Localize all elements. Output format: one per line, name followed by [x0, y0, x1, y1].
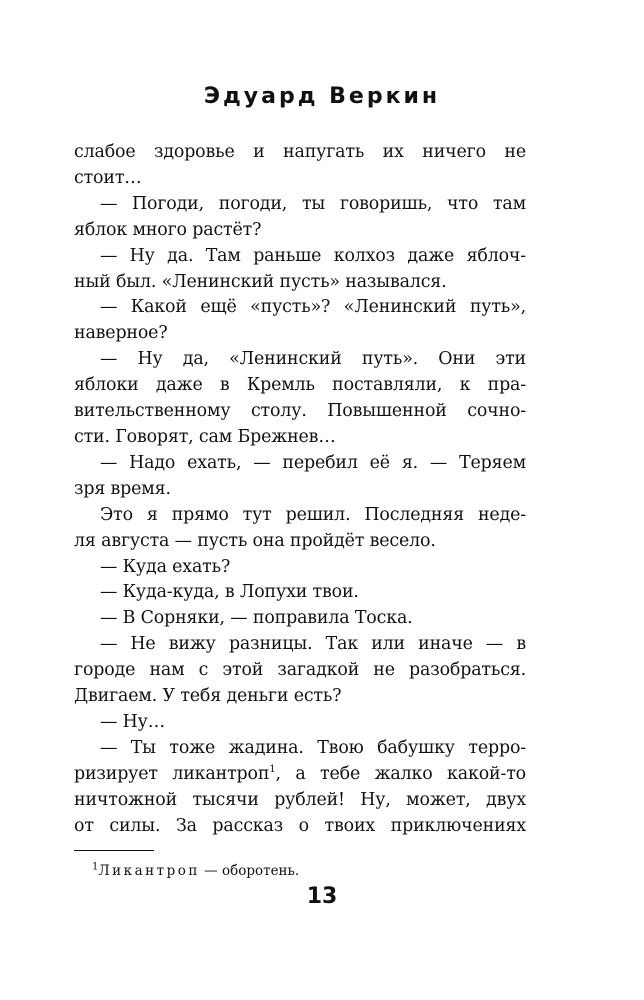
page-number: 13 — [306, 884, 338, 909]
text-line: — Не вижу разницы. Так или иначе — в — [100, 634, 526, 655]
text-line: от силы. За рассказ о твоих приключениях — [74, 815, 526, 836]
text-line: зря время. — [74, 478, 171, 499]
text-line: ля августа — пусть она пройдёт весело. — [74, 530, 436, 551]
text-line: — Куда-куда, в Лопухи твои. — [100, 582, 359, 603]
footnote-divider — [74, 850, 154, 851]
text-line: ный был. «Ленинский пусть» назывался. — [74, 271, 447, 292]
text-line: — Какой ещё «пусть»? «Ленинский путь», — [100, 297, 526, 318]
text-line: городе нам с этой загадкой не разобраться. — [74, 660, 526, 681]
text-line: вительственному столу. Повышенной сочно- — [74, 401, 526, 422]
text-line: — Ты тоже жадина. Твою бабушку терро- — [100, 737, 526, 758]
text-line: — Ну… — [100, 711, 165, 732]
footnote-definition: — оборотень. — [199, 863, 300, 879]
text-line: — Ну да. Там раньше колхоз даже яблоч- — [100, 245, 526, 266]
text-line — [74, 762, 526, 788]
running-header: Эдуард Веркин — [203, 84, 441, 109]
text-line: Двигаем. У тебя деньги есть? — [74, 686, 342, 707]
text-line: стоит… — [74, 167, 142, 188]
text-line: яблоки даже в Кремль поставляли, к пра- — [74, 375, 526, 396]
text-line: — Погоди, погоди, ты говоришь, что там — [100, 193, 526, 214]
text-segment: , а тебе жалко какой-то — [275, 763, 526, 784]
text-line: Это я прямо тут решил. Последняя неде- — [100, 504, 526, 525]
text-line: сти. Говорят, сам Брежнев… — [74, 426, 336, 447]
text-line: — Надо ехать, — перебил её я. — Теряем — [100, 452, 526, 473]
text-line: наверное? — [74, 323, 168, 344]
footnote — [92, 862, 299, 880]
footnote-ref: 1 — [269, 763, 276, 775]
text-line: — Куда ехать? — [100, 556, 231, 577]
footnote-term: Ликантроп — [98, 863, 200, 879]
text-line: — В Сорняки, — поправила Тоска. — [100, 608, 413, 629]
text-line: ничтожной тысячи рублей! Ну, может, двух — [74, 789, 526, 810]
footnote-mark: 1 — [92, 861, 99, 873]
text-segment: ризирует ликантроп — [74, 763, 270, 784]
text-line: — Ну да, «Ленинский путь». Они эти — [100, 349, 526, 370]
text-line: слабое здоровье и напугать их ничего не — [74, 142, 526, 162]
text-line: яблок много растёт? — [74, 219, 262, 240]
body-text — [74, 140, 526, 839]
